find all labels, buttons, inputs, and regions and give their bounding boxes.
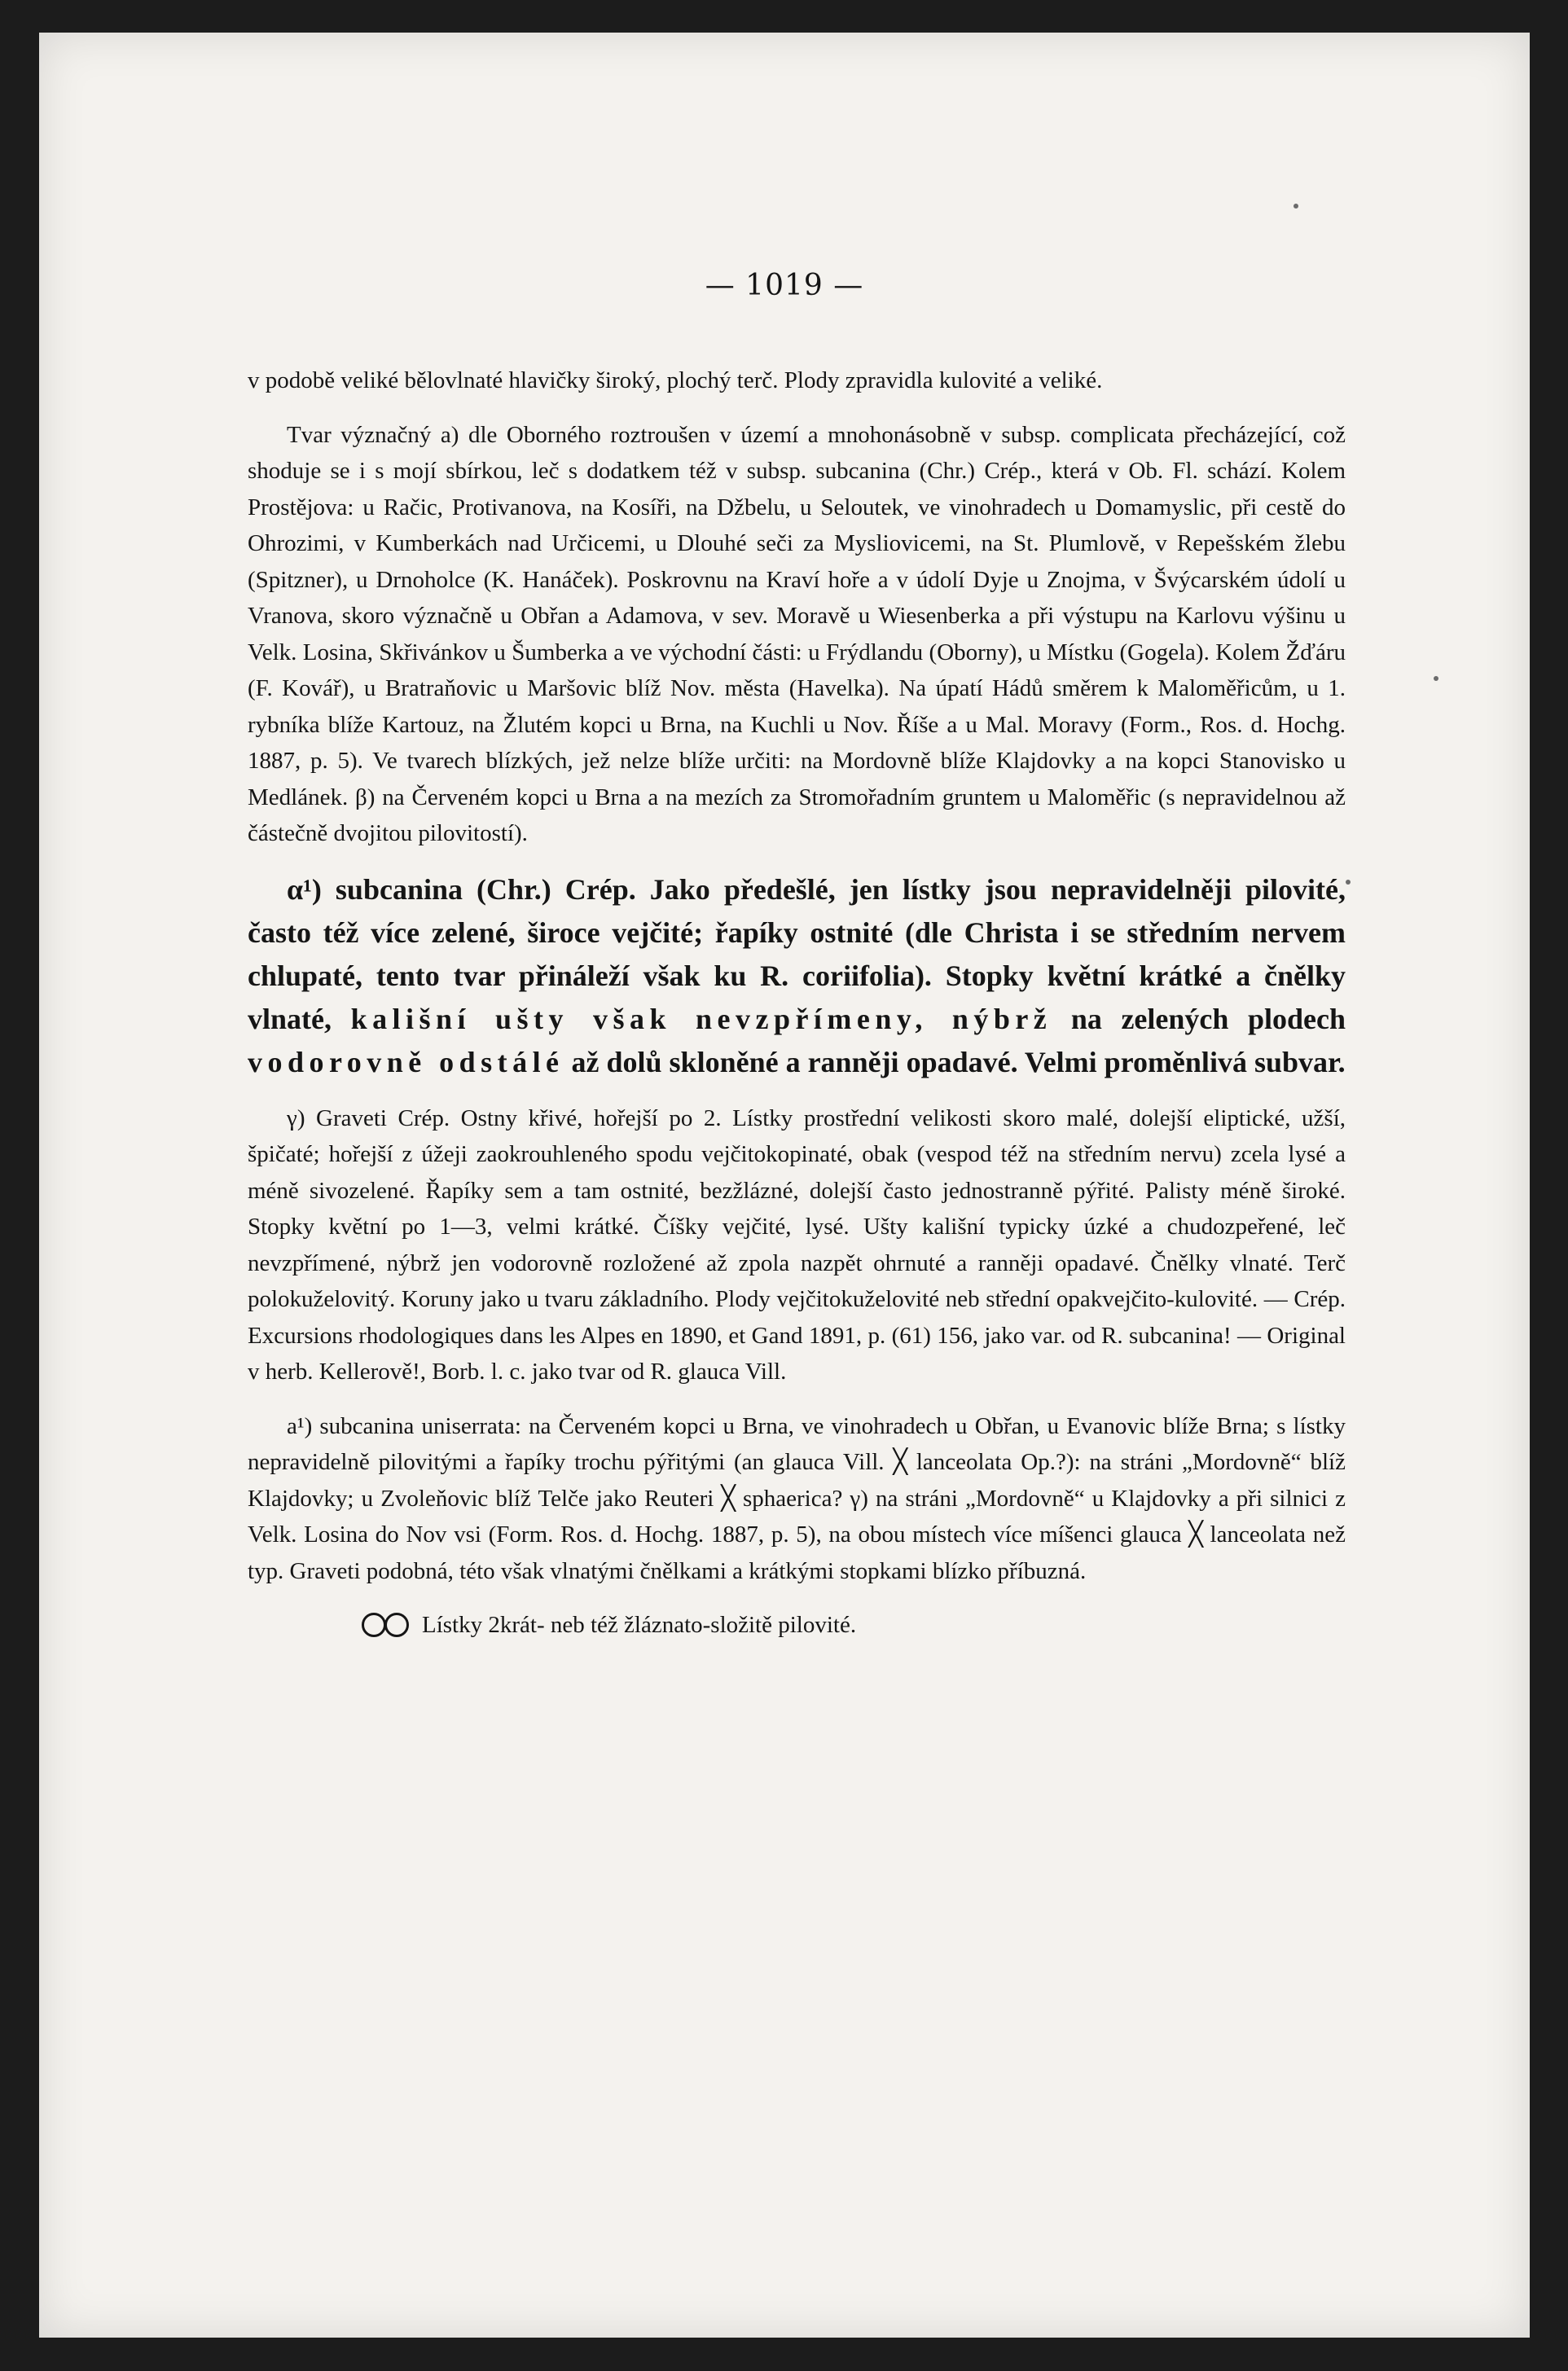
paragraph-graveti: γ) Graveti Crép. Ostny křivé, hořejší po 2. Lístky prostřední velikosti skoro malé, dolejší eliptické, užší, špičaté; hořejší z úžeji zaokrouhleného spodu vejčitokopinaté, obak (vespod též na středním nervu) zcela lysé a méně sivozelené. Řapíky sem a tam ostnité, bezžlázné, dolejší často jednostranně pýřité. Palisty méně široké. Stopky květní po 1—3, velmi krátké. Číšky vejčité, lysé. Ušty kališní typicky úzké a chudozpeřené, leč nevzpřímené, nýbrž jen vodorovně rozložené až zpola nazpět ohrnuté a ranněji opadavé. Čnělky vlnaté. Terč polokuželovitý. Koruny jako u tvaru základního. Plody vejčitokuželovité neb střední opakvejčito-kulovité. — Crép. Excursions rhodologiques dans les Alpes en 1890, et Gand 1891, p. (61) 156, jako var. od R. subcanina! — Original v herb. Kellerově!, Borb. l. c. jako tvar od R. glauca Vill. [248, 1104, 1346, 1385]
book-page [39, 33, 1530, 2338]
subcanina-text-part: na zelených plodech [1052, 1002, 1346, 1035]
paragraph-subcanina [248, 868, 1346, 1084]
subcanina-text-part: α¹) subcanina (Chr.) Crép. Jako předešlé, jen lístky jsou nepravidelněji pilovité, často též více zelené, široce vejčité; řapíky ostnité (dle Christa i se středním nervem chlupaté, tento tvar přináleží však ku R. coriifolia). Stopky květní krátké a čnělky vlnaté, [248, 872, 1346, 1035]
paper-speck [1293, 204, 1298, 209]
closing-line [248, 1607, 1346, 1644]
paper-speck [1346, 880, 1351, 885]
subcanina-text-part: až dolů skloněné a ranněji opadavé. Velmi proměnlivá subvar. [564, 1045, 1346, 1078]
paragraph-localities: Tvar význačný a) dle Oborného roztroušen v území a mnohonásobně v subsp. complicata přecházející, což shoduje se i s mojí sbírkou, leč s dodatkem též v subsp. subcanina (Chr.) Crép., která v Ob. Fl. schází. Kolem Prostějova: u Račic, Protivanova, na Kosíři, na Džbelu, u Seloutek, ve vinohradech u Domamyslic, při cestě do Ohrozimi, v Kumberkách nad Určicemi, u Dlouhé seči za Mysliovicemi, na St. Plumlově, v Repešském žlebu (Spitzner), u Drnoholce (K. Hanáček). Poskrovnu na Kraví hoře a v údolí Dyje u Znojma, v Švýcarském údolí u Vranova, skoro význačně u Obřan a Adamova, v sev. Moravě u Wiesenberka a při výstupu na Karlovu výšinu u Velk. Losina, Skřivánkov u Šumberka a ve východní části: u Frýdlandu (Oborny), u Místku (Gogela). Kolem Žďáru (F. Kovář), u Bratraňovic u Maršovic blíž Nov. města (Havelka). Na úpatí Hádů směrem k Maloměřicům, u 1. rybníka blíže Kartouz, na Žlutém kopci u Brna, na Kuchli u Nov. Říše a u Mal. Moravy (Form., Ros. d. Hochg. 1887, p. 5). Ve tvarech blízkých, jež nelze blíže určiti: na Mordovně blíže Klajdovky a na kopci Stanovisko u Medlánek. β) na Červeném kopci u Brna a na mezích za Stromořadním gruntem u Maloměřic (s nepravidelnou až částečně dvojitou pilovitostí). [248, 421, 1346, 846]
paragraph-continuation: v podobě veliké bělovlnaté hlavičky široký, plochý terč. Plody zpravidla kulovité a veliké. [248, 367, 1103, 393]
closing-line-text: Lístky 2krát- neb též žláznato-složitě pilovité. [422, 1612, 857, 1638]
subcanina-spaced-part: vodorovně odstálé [248, 1045, 564, 1078]
paper-speck [1434, 676, 1438, 681]
page-number: — 1019 — [705, 269, 864, 302]
double-circle-symbol-icon [362, 1613, 407, 1637]
paragraph-uniserrata: a¹) subcanina uniserrata: na Červeném kopci u Brna, ve vinohradech u Obřan, u Evanovic blíže Brna; s lístky nepravidelně pilovitými a řapíky trochu pýřitými (an glauca Vill. ╳ lanceolata Op.?): na stráni „Mordovně“ blíž Klajdovky; u Zvoleňovic blíž Telče jako Reuteri ╳ sphaerica? γ) na stráni „Mordovně“ u Klajdovky a při silnici z Velk. Losina do Nov vsi (Form. Ros. d. Hochg. 1887, p. 5), na obou místech více míšenci glauca ╳ lanceolata než typ. Graveti podobná, této však vlnatými čnělkami a krátkými stopkami blízko příbuzná. [248, 1412, 1346, 1584]
page-body [248, 362, 1346, 1644]
subcanina-spaced-part: kališní ušty však nevzpřímeny, nýbrž [350, 1002, 1052, 1035]
